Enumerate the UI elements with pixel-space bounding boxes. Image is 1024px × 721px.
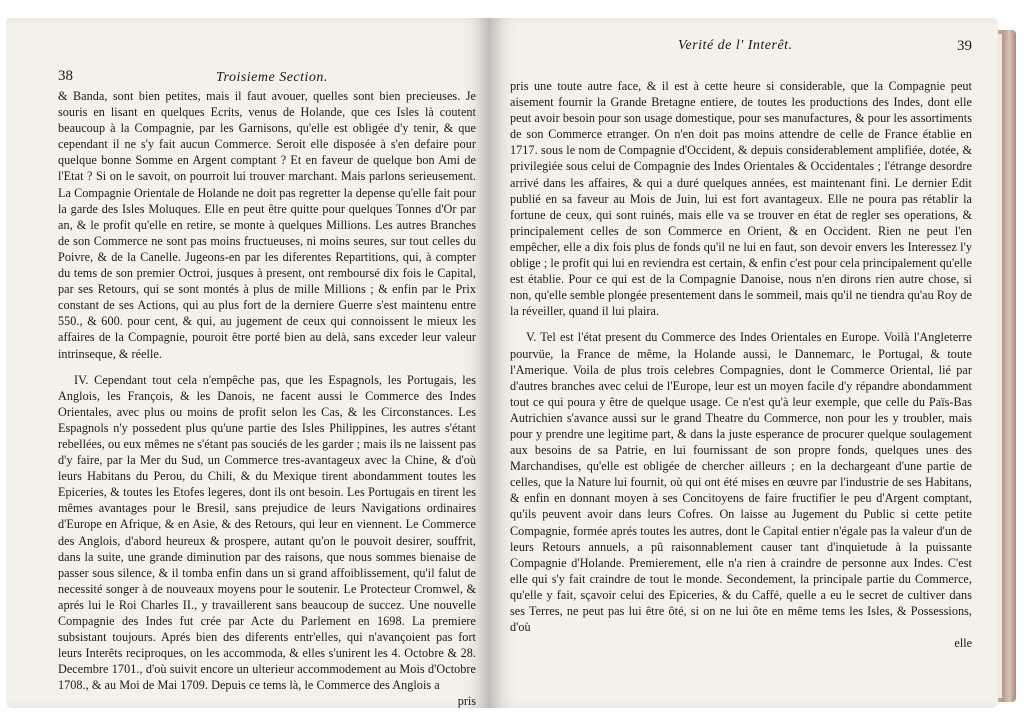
right-page xyxy=(490,18,998,708)
left-catchword: pris xyxy=(457,694,476,708)
page-edges-inner xyxy=(998,34,1002,698)
left-page-text xyxy=(58,88,476,693)
left-page-number: 38 xyxy=(58,68,73,84)
left-page xyxy=(6,18,490,708)
right-page-text xyxy=(510,78,972,635)
paragraph: pris une toute autre face, & il est à cette heure si considerable, que la Compagnie peut aisement fournir la Grande Bretagne entiere, de toutes les productions des Indes, dont elle peut avoir besoin pour son usage domestique, pour ses manufactures, & pour les assortiments de son Commerce etranger. On n'en doit pas moins attendre de celle de France établie en 1717. sous le nom de Compagnie d'Occident, & depuis considerablement amplifiée, dotée, & privilegiée sous celui de Compagnie des Indes Orientales & Occidentales ; l'étrange desordre arrivé dans les affaires, & qui a duré quelques années, est maintenant fini. Le dernier Edit publié en sa faveur au Mois de Juin, lui est fort avantageux. Elle ne poura pas rétablir la fortune de ceux, qui sont ruinés, mais elle va se trouver en état de regler ses operations, & principalement celles de son Commerce en Orient, & en Occident. Rien ne peut l'en empêcher, elle a dix fois plus de fonds qu'il ne lui en faut, son devoir envers les Interessez l'y oblige ; le profit qui lui en reviendra est certain, & enfin c'est pour cela principalement qu'elle est établie. Pour ce qui est de la Compagnie Danoise, nous n'en dirons rien autre chose, si non, qu'elle semble plongée presentement dans le sommeil, mais qu'il ne tiendra qu'au Roy de la réveiller, quand il lui plaira. xyxy=(510,79,973,319)
right-running-head xyxy=(510,38,972,58)
paragraph: IV. Cependant tout cela n'empêche pas, que les Espagnols, les Portugais, les Anglois, les François, & les Danois, ne facent aussi le Commerce des Indes Orientales, avec plus ou moins de profit selon les Cas, & les Circonstances. Les Espagnols n'y possedent plus qu'une partie des Isles Philippines, les autres s'étant rebellées, ou eux mêmes ne s'étant pas souciés de les garder ; mais ils ne laissent pas d'y faire, par la Mer du Sud, un Commerce tres-avantageux avec la Chine, & d'où leurs Habitans du Perou, du Chili, & du Mexique tirent abondamment toutes les Epiceries, & toutes les Etofes legeres, dont ils ont besoin. Les Portugais en tirent les mêmes avantages pour le Bresil, sans prejudice de leurs Navigations ordinaires d'Europe en Afrique, & en Asie, & des Retours, qui leur en viennent. Le Commerce des Anglois, d'abord heureux & prospere, autant qu'on le pouvoit desirer, souffrit, dans la suite, une grande diminution par des raisons, que nous sommes bienaise de passer sous silence, & il tomba enfin dans un si grand affoiblissement, qu'il falut de necessité songer à de nouveaux moyens pour le soutenir. Le Protecteur Cromwel, & aprés lui le Roi Charles II., y travaillerent sans beaucoup de succez. Une nouvelle Compagnie des Indes fut crée par Acte du Parlement en 1698. La premiere subsistant toujours. Aprés bien des diferents entr'elles, qui n'avançoient pas fort leurs Interêts reciproques, on les accommoda, & elles s'unirent les 4. Octobre & 28. Decembre 1701., d'où suivit encore un ulterieur accommodement au Mois d'Octobre 1708., & au Moi de Mai 1709. Depuis ce tems là, le Commerce des Anglois a xyxy=(58,372,476,693)
right-catchword: elle xyxy=(954,636,972,651)
right-running-title: Verité de l' Interêt. xyxy=(678,38,793,53)
right-page-number: 39 xyxy=(957,38,972,54)
left-running-head xyxy=(58,68,476,88)
paragraph: & Banda, sont bien petites, mais il faut avouer, quelles sont bien precieuses. Je souris en lisant en quelques Ecrits, venus de Holande, que ces Isles là coutent beaucoup à la Compagnie, par les Garnisons, qu'elle est obligée d'y tenir, & que cependant il ne s'y fait aucun Commerce. Seroit elle disposée à s'en defaire pour quelque bonne Somme en Argent comptant ? Et en faveur de quelque bon Ami de l'Etat ? Si on le savoit, on pourroit lui trouver marchant. Mais parlons serieusement. La Compagnie Orientale de Holande ne doit pas regretter la depense qu'elle fait pour la garde des Isles Moluques. Elle en peut être quitte pour quelques Tonnes d'Or par an, & le profit qu'elle en retire, se monte à quelques Millions. Les autres Branches de son Commerce ne sont pas moins fructueuses, ni moins seures, sur tout celles du Poivre, & de la Canelle. Jugeons-en par les diferentes Repartitions, qui, à compter du tems de son premier Octroi, jusques à present, ont remboursé dix fois le Capital, par ses Retours, qui se sont montés à plus de mille Millions ; & enfin par le Prix constant de ses Actions, qui au plus fort de la derniere Guerre s'est maintenu entre 550., & 600. pour cent, & qui, au jugement de ceux qui connoissent le mieux les affaires de la Compagnie, pouroit être porté bien au delà, sans exceder leur valeur intrinseque, & réelle. xyxy=(58,89,476,361)
paragraph: V. Tel est l'état present du Commerce des Indes Orientales en Europe. Voilà l'Angleterre pourvüe, la France de même, la Holande aussi, le Dannemarc, le Portugal, & toute l'Amerique. Voila de plus trois celebres Compagnies, dont le Commerce Oriental, lié par d'autres branches avec celui de l'Europe, leur est un moyen facile d'y répandre abondamment tout ce qui poura y être de quelque usage. Ce n'est qu'à leur exemple, que celle du Païs-Bas Autrichien s'avance aussi sur le grand Theatre du Commerce, non pour les y troubler, mais pour y prendre une legitime part, & dans la juste esperance de procurer quelque soulagement aux besoins de sa Patrie, en lui fournissant de son propre fonds, quelques unes des Marchandises, qu'elle est obligée de chercher ailleurs ; en la dechargeant d'une partie de celles, que la Nature lui fournit, où qui ont été mises en œuvre par l'industrie de ses Habitans, & enfin en donnant moyen à ses Concitoyens de faire fructifier le peu d'Argent comptant, qu'ils peuvent avoir dans leurs Cofres. On laisse au Jugement du Public si cette petite Compagnie, formée aprés toutes les autres, dont le Capital entier n'égale pas la valeur d'un de leurs Retours annuels, a pû raisonnablement causer tant d'inquietude à la puissante Compagnie d'Holande. Premierement, elle n'a rien à craindre de personne aux Indes. C'est elle qui s'y fait craindre de tout le monde. Secondement, la principale partie du Commerce, qu'elle y fait, sçavoir celui des Epiceries, & du Caffé, quelle a eu le secret de cultiver dans ses Terres, ne peut pas lui être ôté, si on ne lui ôte en même tems les Isles, & Possessions, d'où xyxy=(510,330,972,635)
left-running-title: Troisieme Section. xyxy=(216,70,328,85)
